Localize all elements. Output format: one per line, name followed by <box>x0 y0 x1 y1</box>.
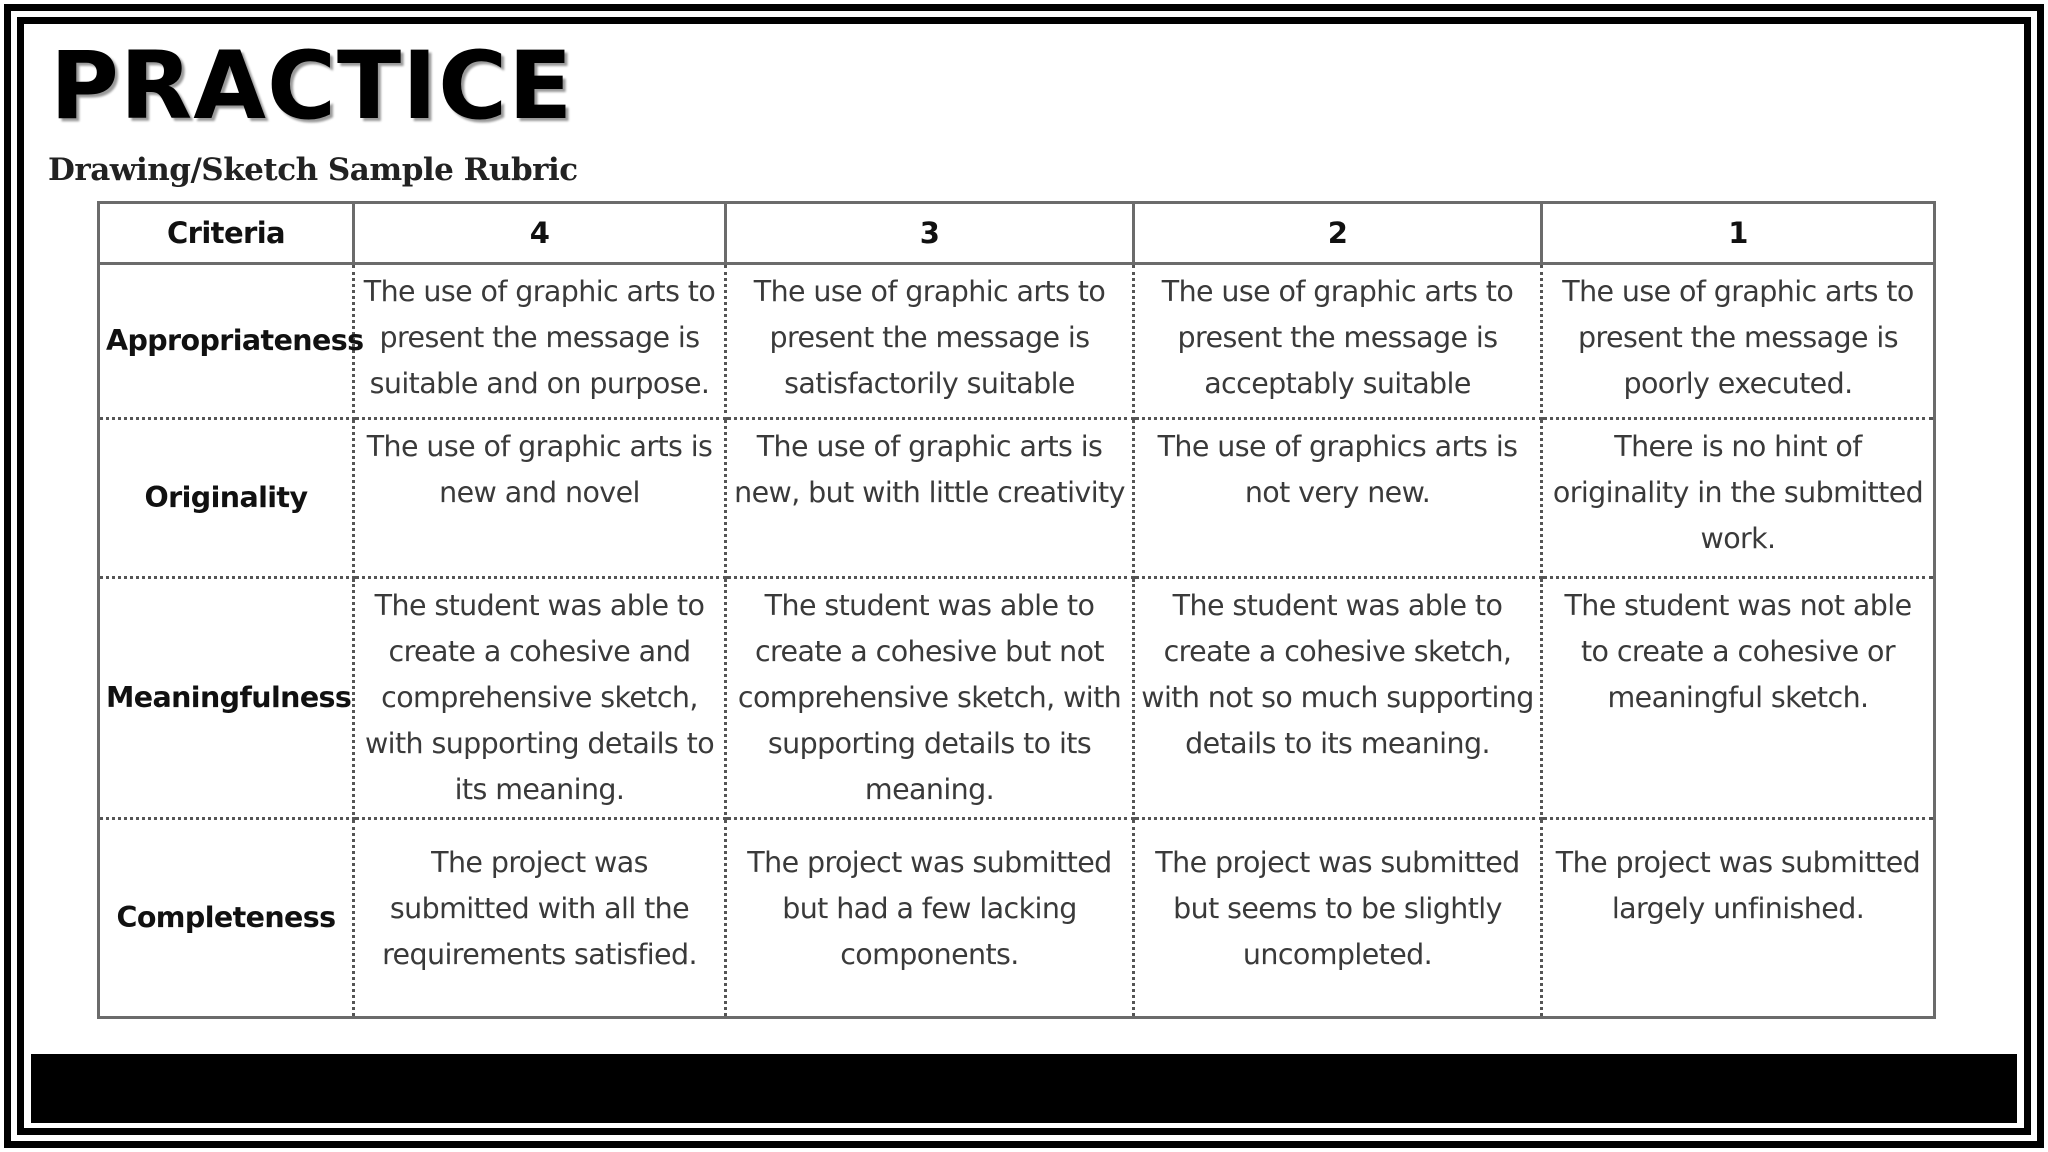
rubric-row-completeness <box>99 819 1935 1018</box>
bottom-black-bar <box>31 1054 2017 1123</box>
criterion-originality: Originality <box>99 419 354 578</box>
rubric-table <box>97 201 1936 1019</box>
rubric-subtitle: Drawing/Sketch Sample Rubric <box>48 152 578 188</box>
rubric-cell: The use of graphic arts to present the message is poorly executed. <box>1542 264 1935 419</box>
header-score-3: 3 <box>726 203 1134 264</box>
rubric-row-originality <box>99 419 1935 578</box>
slide-title: PRACTICE <box>50 32 574 141</box>
rubric-header-row <box>99 203 1935 264</box>
rubric-cell: The project was submitted but had a few lacking components. <box>726 819 1134 1018</box>
criterion-meaningfulness: Meaningfulness <box>99 578 354 819</box>
rubric-row-appropriateness <box>99 264 1935 419</box>
criterion-completeness: Completeness <box>99 819 354 1018</box>
rubric-cell: The student was able to create a cohesive and comprehensive sketch, with supporting details to its meaning. <box>354 578 726 819</box>
rubric-cell: The use of graphic arts to present the message is acceptably suitable <box>1134 264 1542 419</box>
header-criteria: Criteria <box>99 203 354 264</box>
rubric-cell: The project was submitted with all the requirements satisfied. <box>354 819 726 1018</box>
header-score-1: 1 <box>1542 203 1935 264</box>
rubric-cell: The use of graphics arts is not very new. <box>1134 419 1542 578</box>
rubric-cell: The use of graphic arts to present the message is satisfactorily suitable <box>726 264 1134 419</box>
rubric-cell: The student was able to create a cohesive sketch, with not so much supporting details to its meaning. <box>1134 578 1542 819</box>
rubric-cell: The use of graphic arts to present the message is suitable and on purpose. <box>354 264 726 419</box>
rubric-row-meaningfulness <box>99 578 1935 819</box>
criterion-appropriateness: Appropriateness <box>99 264 354 419</box>
rubric-cell: The use of graphic arts is new, but with little creativity <box>726 419 1134 578</box>
rubric-cell: The student was able to create a cohesive but not comprehensive sketch, with supporting details to its meaning. <box>726 578 1134 819</box>
rubric-cell: The project was submitted but seems to be slightly uncompleted. <box>1134 819 1542 1018</box>
rubric-cell: The use of graphic arts is new and novel <box>354 419 726 578</box>
rubric-cell: The project was submitted largely unfinished. <box>1542 819 1935 1018</box>
header-score-4: 4 <box>354 203 726 264</box>
header-score-2: 2 <box>1134 203 1542 264</box>
rubric-cell: There is no hint of originality in the submitted work. <box>1542 419 1935 578</box>
rubric-cell: The student was not able to create a cohesive or meaningful sketch. <box>1542 578 1935 819</box>
